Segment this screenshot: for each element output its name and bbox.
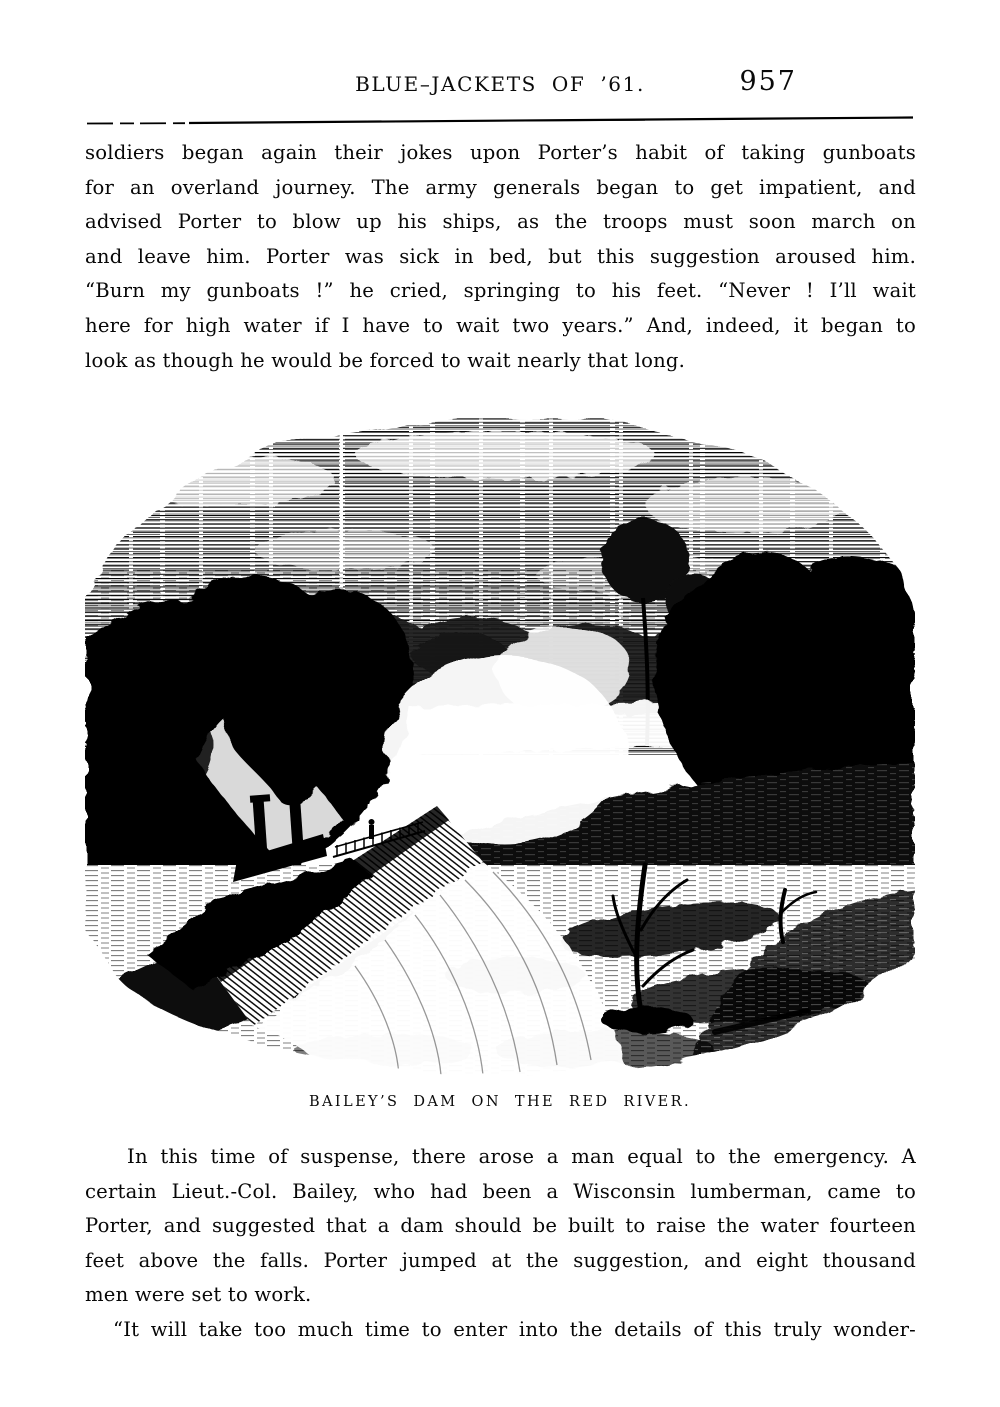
crew-figure [369, 819, 375, 839]
text-line: In this time of suspense, there arose a man equal to the emergency. A [127, 1145, 916, 1168]
text-line: here for high water if I have to wait two years.” And, indeed, it began to [85, 313, 916, 337]
text-line: soldiers began again their jokes upon Porter’s habit of taking gunboats [85, 141, 916, 164]
engraving-baileys-dam [85, 410, 915, 1082]
page-header [85, 66, 915, 102]
figure-caption: BAILEY’S DAM ON THE RED RIVER. [308, 1094, 691, 1110]
page-number: 957 [739, 66, 797, 97]
running-title: BLUE–JACKETS OF ’61. [355, 72, 645, 96]
text-line: look as though he would be forced to wait nearly that long. [85, 348, 686, 372]
text-line: Porter, and suggested that a dam should be built to raise the water fourteen [85, 1214, 916, 1238]
engraving-canvas [85, 410, 915, 1082]
paragraph-1 [85, 136, 916, 378]
text-line: advised Porter to blow up his ships, as the troops must soon march on [85, 210, 916, 234]
text-line: feet above the falls. Porter jumped at the suggestion, and eight thousand [85, 1248, 916, 1272]
text-line: and leave him. Porter was sick in bed, but this suggestion aroused him. [85, 244, 916, 268]
paragraph-2 [85, 1140, 916, 1348]
text-line: men were set to work. [85, 1283, 312, 1307]
text-line: “It will take too much time to enter into the details of this truly wonder- [113, 1317, 916, 1341]
text-line: certain Lieut.-Col. Bailey, who had been a Wisconsin lumberman, came to [85, 1179, 916, 1203]
header-rule [85, 112, 915, 126]
text-line: for an overland journey. The army generals began to get impatient, and [85, 175, 916, 199]
text-line: “Burn my gunboats !” he cried, springing to his feet. “Never ! I’ll wait [85, 279, 916, 303]
header-rule-line [85, 113, 915, 127]
